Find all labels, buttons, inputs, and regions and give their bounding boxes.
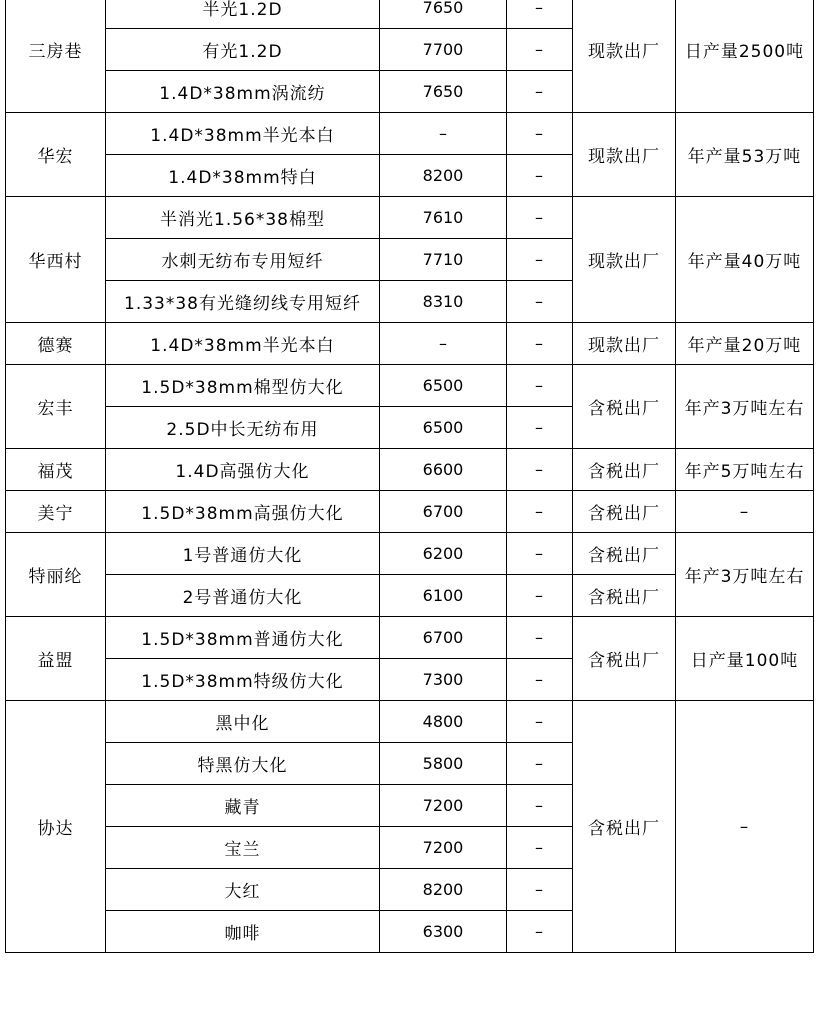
capacity-cell: 日产量100吨 [676,617,814,701]
change-cell: – [507,575,573,617]
change-cell: – [507,659,573,701]
change-cell: – [507,71,573,113]
price-cell: 6600 [380,449,507,491]
product-cell: 1.4D高强仿大化 [106,449,380,491]
product-cell: 1.4D*38mm半光本白 [106,113,380,155]
change-cell: – [507,155,573,197]
product-cell: 藏青 [106,785,380,827]
terms-cell: 含税出厂 [573,701,676,953]
price-cell: 7650 [380,71,507,113]
change-cell: – [507,827,573,869]
product-cell: 大红 [106,869,380,911]
product-cell: 半消光1.56*38棉型 [106,197,380,239]
table-row [6,617,814,659]
price-cell: 8200 [380,155,507,197]
price-cell: 7200 [380,827,507,869]
terms-cell: 含税出厂 [573,575,676,617]
change-cell: – [507,29,573,71]
change-cell: – [507,365,573,407]
price-cell: 7700 [380,29,507,71]
product-cell: 1.5D*38mm普通仿大化 [106,617,380,659]
capacity-cell: 年产量20万吨 [676,323,814,365]
table-row [6,365,814,407]
product-cell: 咖啡 [106,911,380,953]
company-cell: 三房巷 [6,0,106,113]
change-cell: – [507,491,573,533]
capacity-cell: 年产3万吨左右 [676,533,814,617]
company-cell: 华宏 [6,113,106,197]
price-cell: 7200 [380,785,507,827]
change-cell: – [507,0,573,29]
capacity-cell: – [676,491,814,533]
table-row [6,533,814,575]
price-cell: 8200 [380,869,507,911]
table-row [6,701,814,743]
product-cell: 黑中化 [106,701,380,743]
capacity-cell: 日产量2500吨 [676,0,814,113]
change-cell: – [507,449,573,491]
price-cell: 8310 [380,281,507,323]
company-cell: 福茂 [6,449,106,491]
change-cell: – [507,323,573,365]
company-cell: 特丽纶 [6,533,106,617]
table-row [6,113,814,155]
price-cell: – [380,323,507,365]
price-table-body [6,0,814,953]
terms-cell: 现款出厂 [573,0,676,113]
product-cell: 1.5D*38mm高强仿大化 [106,491,380,533]
change-cell: – [507,113,573,155]
terms-cell: 含税出厂 [573,491,676,533]
product-cell: 水刺无纺布专用短纤 [106,239,380,281]
terms-cell: 现款出厂 [573,113,676,197]
price-cell: 6200 [380,533,507,575]
price-cell: 6500 [380,407,507,449]
capacity-cell: 年产量40万吨 [676,197,814,323]
change-cell: – [507,407,573,449]
terms-cell: 含税出厂 [573,533,676,575]
capacity-cell: 年产3万吨左右 [676,365,814,449]
change-cell: – [507,533,573,575]
price-cell: – [380,113,507,155]
product-cell: 宝兰 [106,827,380,869]
table-row [6,491,814,533]
company-cell: 协达 [6,701,106,953]
price-cell: 6700 [380,617,507,659]
price-cell: 4800 [380,701,507,743]
change-cell: – [507,197,573,239]
price-table [5,0,814,953]
company-cell: 益盟 [6,617,106,701]
terms-cell: 含税出厂 [573,365,676,449]
product-cell: 半光1.2D [106,0,380,29]
change-cell: – [507,743,573,785]
change-cell: – [507,617,573,659]
table-row [6,323,814,365]
change-cell: – [507,701,573,743]
price-cell: 6500 [380,365,507,407]
product-cell: 1号普通仿大化 [106,533,380,575]
price-cell: 6300 [380,911,507,953]
capacity-cell: – [676,701,814,953]
product-cell: 1.4D*38mm半光本白 [106,323,380,365]
company-cell: 华西村 [6,197,106,323]
product-cell: 2.5D中长无纺布用 [106,407,380,449]
price-cell: 7300 [380,659,507,701]
price-cell: 7650 [380,0,507,29]
price-cell: 7710 [380,239,507,281]
table-row [6,449,814,491]
change-cell: – [507,239,573,281]
change-cell: – [507,911,573,953]
change-cell: – [507,281,573,323]
company-cell: 美宁 [6,491,106,533]
company-cell: 宏丰 [6,365,106,449]
price-cell: 5800 [380,743,507,785]
change-cell: – [507,869,573,911]
price-cell: 6700 [380,491,507,533]
price-cell: 6100 [380,575,507,617]
price-cell: 7610 [380,197,507,239]
terms-cell: 现款出厂 [573,323,676,365]
product-cell: 1.4D*38mm涡流纺 [106,71,380,113]
product-cell: 1.5D*38mm特级仿大化 [106,659,380,701]
table-row [6,0,814,29]
table-row [6,197,814,239]
product-cell: 特黑仿大化 [106,743,380,785]
company-cell: 德赛 [6,323,106,365]
terms-cell: 含税出厂 [573,449,676,491]
product-cell: 有光1.2D [106,29,380,71]
capacity-cell: 年产量53万吨 [676,113,814,197]
product-cell: 2号普通仿大化 [106,575,380,617]
product-cell: 1.4D*38mm特白 [106,155,380,197]
product-cell: 1.33*38有光缝纫线专用短纤 [106,281,380,323]
terms-cell: 现款出厂 [573,197,676,323]
terms-cell: 含税出厂 [573,617,676,701]
product-cell: 1.5D*38mm棉型仿大化 [106,365,380,407]
capacity-cell: 年产5万吨左右 [676,449,814,491]
change-cell: – [507,785,573,827]
